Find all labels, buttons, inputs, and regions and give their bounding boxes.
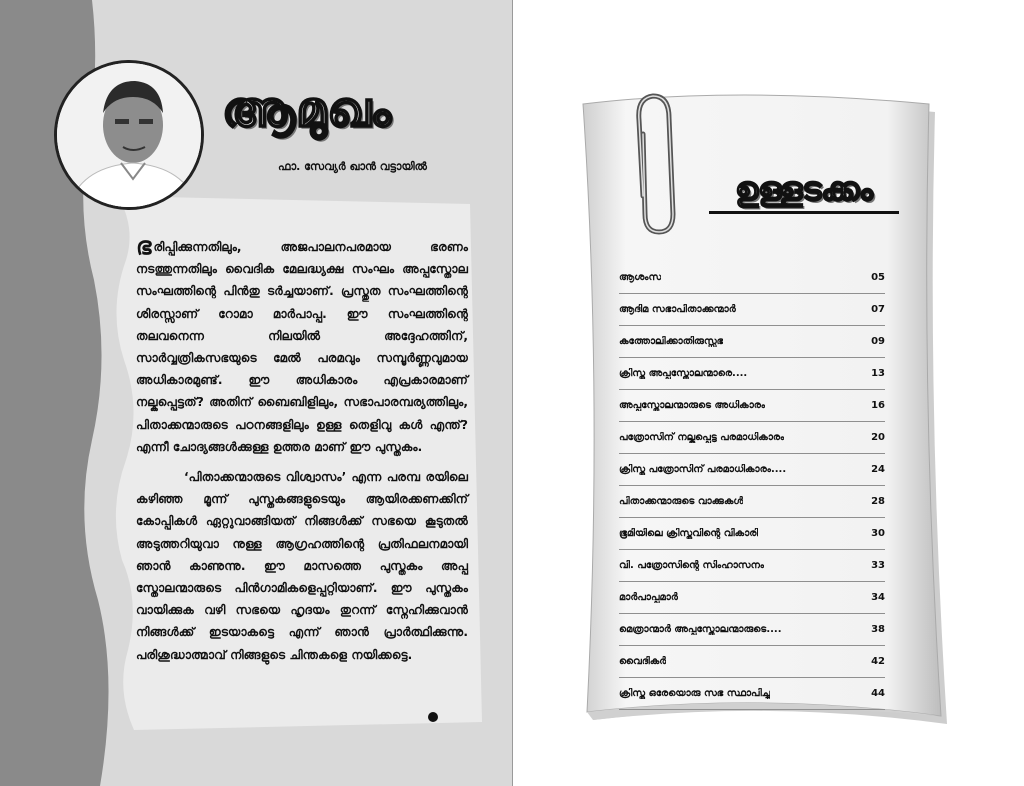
toc-entry[interactable] — [619, 518, 885, 550]
paragraph-1-text: രിപ്പിക്കുന്നതിലും, അജപാലനപരമായ ഭരണം നടത്തുന്നതിലും വൈദിക മേലദ്ധ്യക്ഷ സംഘം അപ്പസ്തോല സംഘത്തിന്റെ പിൻതു ടർച്ചയാണ്. പ്രസ്തുത സംഘത്തിന്റെ ശിരസ്സാണ് റോമാ മാർപാപ്പ. ഈ സംഘത്തിന്റെ തലവനെന്ന നിലയിൽ അദ്ദേഹത്തിന്, സാർവ്വത്രികസഭയുടെ മേൽ പരമവും സമ്പൂർണ്ണവുമായ അധികാരമുണ്ട്. ഈ അധികാരം എപ്രകാരമാണ് നല്കപ്പെട്ടത്? അതിന് ബൈബിളിലും, സഭാപാരമ്പര്യത്തിലും, പിതാക്കന്മാരുടെ പഠനങ്ങളിലും ഉള്ള തെളിവു കൾ എന്ത്? എന്നീ ചോദ്യങ്ങൾക്കുള്ള ഉത്തര മാണ് ഈ പുസ്തകം. — [136, 240, 468, 454]
toc-entry-title: ഭൂമിയിലെ ക്രിസ്തുവിന്റെ വികാരി — [619, 528, 759, 539]
toc-entry[interactable] — [619, 646, 885, 678]
toc-entry-page: 42 — [871, 656, 885, 667]
toc-entry-page: 09 — [871, 336, 885, 347]
toc-entry[interactable] — [619, 358, 885, 390]
author-portrait — [54, 60, 204, 210]
toc-entry[interactable] — [619, 678, 885, 710]
toc-entry-page: 34 — [871, 592, 885, 603]
table-of-contents — [619, 262, 885, 710]
toc-entry[interactable] — [619, 614, 885, 646]
toc-entry-page: 28 — [871, 496, 885, 507]
toc-entry[interactable] — [619, 454, 885, 486]
preface-paragraph-1 — [136, 232, 468, 458]
toc-entry[interactable] — [619, 486, 885, 518]
toc-entry-title: മെത്രാന്മാർ അപ്പസ്തോലന്മാരുടെ.... — [619, 624, 782, 635]
toc-entry-page: 13 — [871, 368, 885, 379]
contents-page — [513, 0, 1024, 786]
toc-entry-title: ക്രിസ്തു ഒരേയൊരു സഭ സ്ഥാപിച്ചു — [619, 688, 771, 699]
preface-title: ആമുഖം — [222, 82, 392, 138]
toc-entry-page: 16 — [871, 400, 885, 411]
toc-entry[interactable] — [619, 582, 885, 614]
toc-entry-title: ആദിമ സഭാപിതാക്കന്മാർ — [619, 304, 736, 315]
toc-entry-title: വൈദികർ — [619, 656, 667, 667]
toc-entry-page: 20 — [871, 432, 885, 443]
toc-entry-page: 33 — [871, 560, 885, 571]
toc-entry[interactable] — [619, 262, 885, 294]
toc-entry-title: പത്രോസിന് നല്കപ്പെട്ട പരമാധികാരം — [619, 432, 785, 443]
toc-entry-title: പിതാക്കന്മാരുടെ വാക്കുകൾ — [619, 496, 744, 507]
toc-entry-title: ക്രിസ്തു പത്രോസിന് പരമാധികാരം.... — [619, 464, 787, 475]
author-name: ഫാ. സേവ്യർ ഖാൻ വട്ടായിൽ — [278, 160, 427, 173]
end-dot — [428, 712, 438, 722]
toc-entry-title: വി. പത്രോസിന്റെ സിംഹാസനം — [619, 560, 765, 571]
portrait-photo — [57, 63, 204, 210]
toc-entry-page: 24 — [871, 464, 885, 475]
toc-entry[interactable] — [619, 422, 885, 454]
preface-paragraph-2: ‘പിതാക്കന്മാരുടെ വിശ്വാസം’ എന്ന പരമ്പ രയിലെ കഴിഞ്ഞ മൂന്ന് പുസ്തകങ്ങളുടെയും ആയിരക്കണക്കിന് കോപ്പികൾ ഏറ്റുവാങ്ങിയത് നിങ്ങൾക്ക് സഭയെ കൂടുതൽ അടുത്തറിയുവാ നുള്ള ആഗ്രഹത്തിന്റെ പ്രതിഫലനമായി ഞാൻ കാണുന്നു. ഈ മാസത്തെ പുസ്തകം അപ്പ സ്തോലന്മാരുടെ പിൻഗാമികളെപ്പറ്റിയാണ്. ഈ പുസ്തകം വായിക്കുക വഴി സഭയെ ഹൃദയം തുറന്ന് സ്നേഹിക്കുവാൻ നിങ്ങൾക്ക് ഇടയാകട്ടെ എന്ന് ഞാൻ പ്രാർത്ഥിക്കുന്നു. പരിശുദ്ധാത്മാവ് നിങ്ങളുടെ ചിന്തകളെ നയിക്കട്ടെ. — [136, 470, 468, 662]
toc-entry-page: 30 — [871, 528, 885, 539]
toc-entry-title: അപ്പസ്തോലന്മാരുടെ അധികാരം — [619, 400, 766, 411]
drop-cap: ഭ — [136, 232, 152, 260]
toc-entry[interactable] — [619, 326, 885, 358]
contents-title: ഉള്ളടക്കം — [709, 170, 899, 214]
toc-entry-page: 44 — [871, 688, 885, 699]
preface-body — [136, 232, 468, 674]
toc-entry[interactable] — [619, 390, 885, 422]
toc-entry-title: ക്രിസ്തു അപ്പസ്തോലന്മാരെ.... — [619, 368, 748, 379]
toc-entry-page: 07 — [871, 304, 885, 315]
toc-entry[interactable] — [619, 550, 885, 582]
toc-entry-page: 05 — [871, 272, 885, 283]
toc-entry-title: കത്തോലിക്കാതിരുസ്സഭ — [619, 336, 724, 347]
toc-entry[interactable] — [619, 294, 885, 326]
toc-entry-page: 38 — [871, 624, 885, 635]
toc-entry-title: ആശംസ — [619, 272, 662, 283]
toc-entry-title: മാർപാപ്പമാർ — [619, 592, 678, 603]
